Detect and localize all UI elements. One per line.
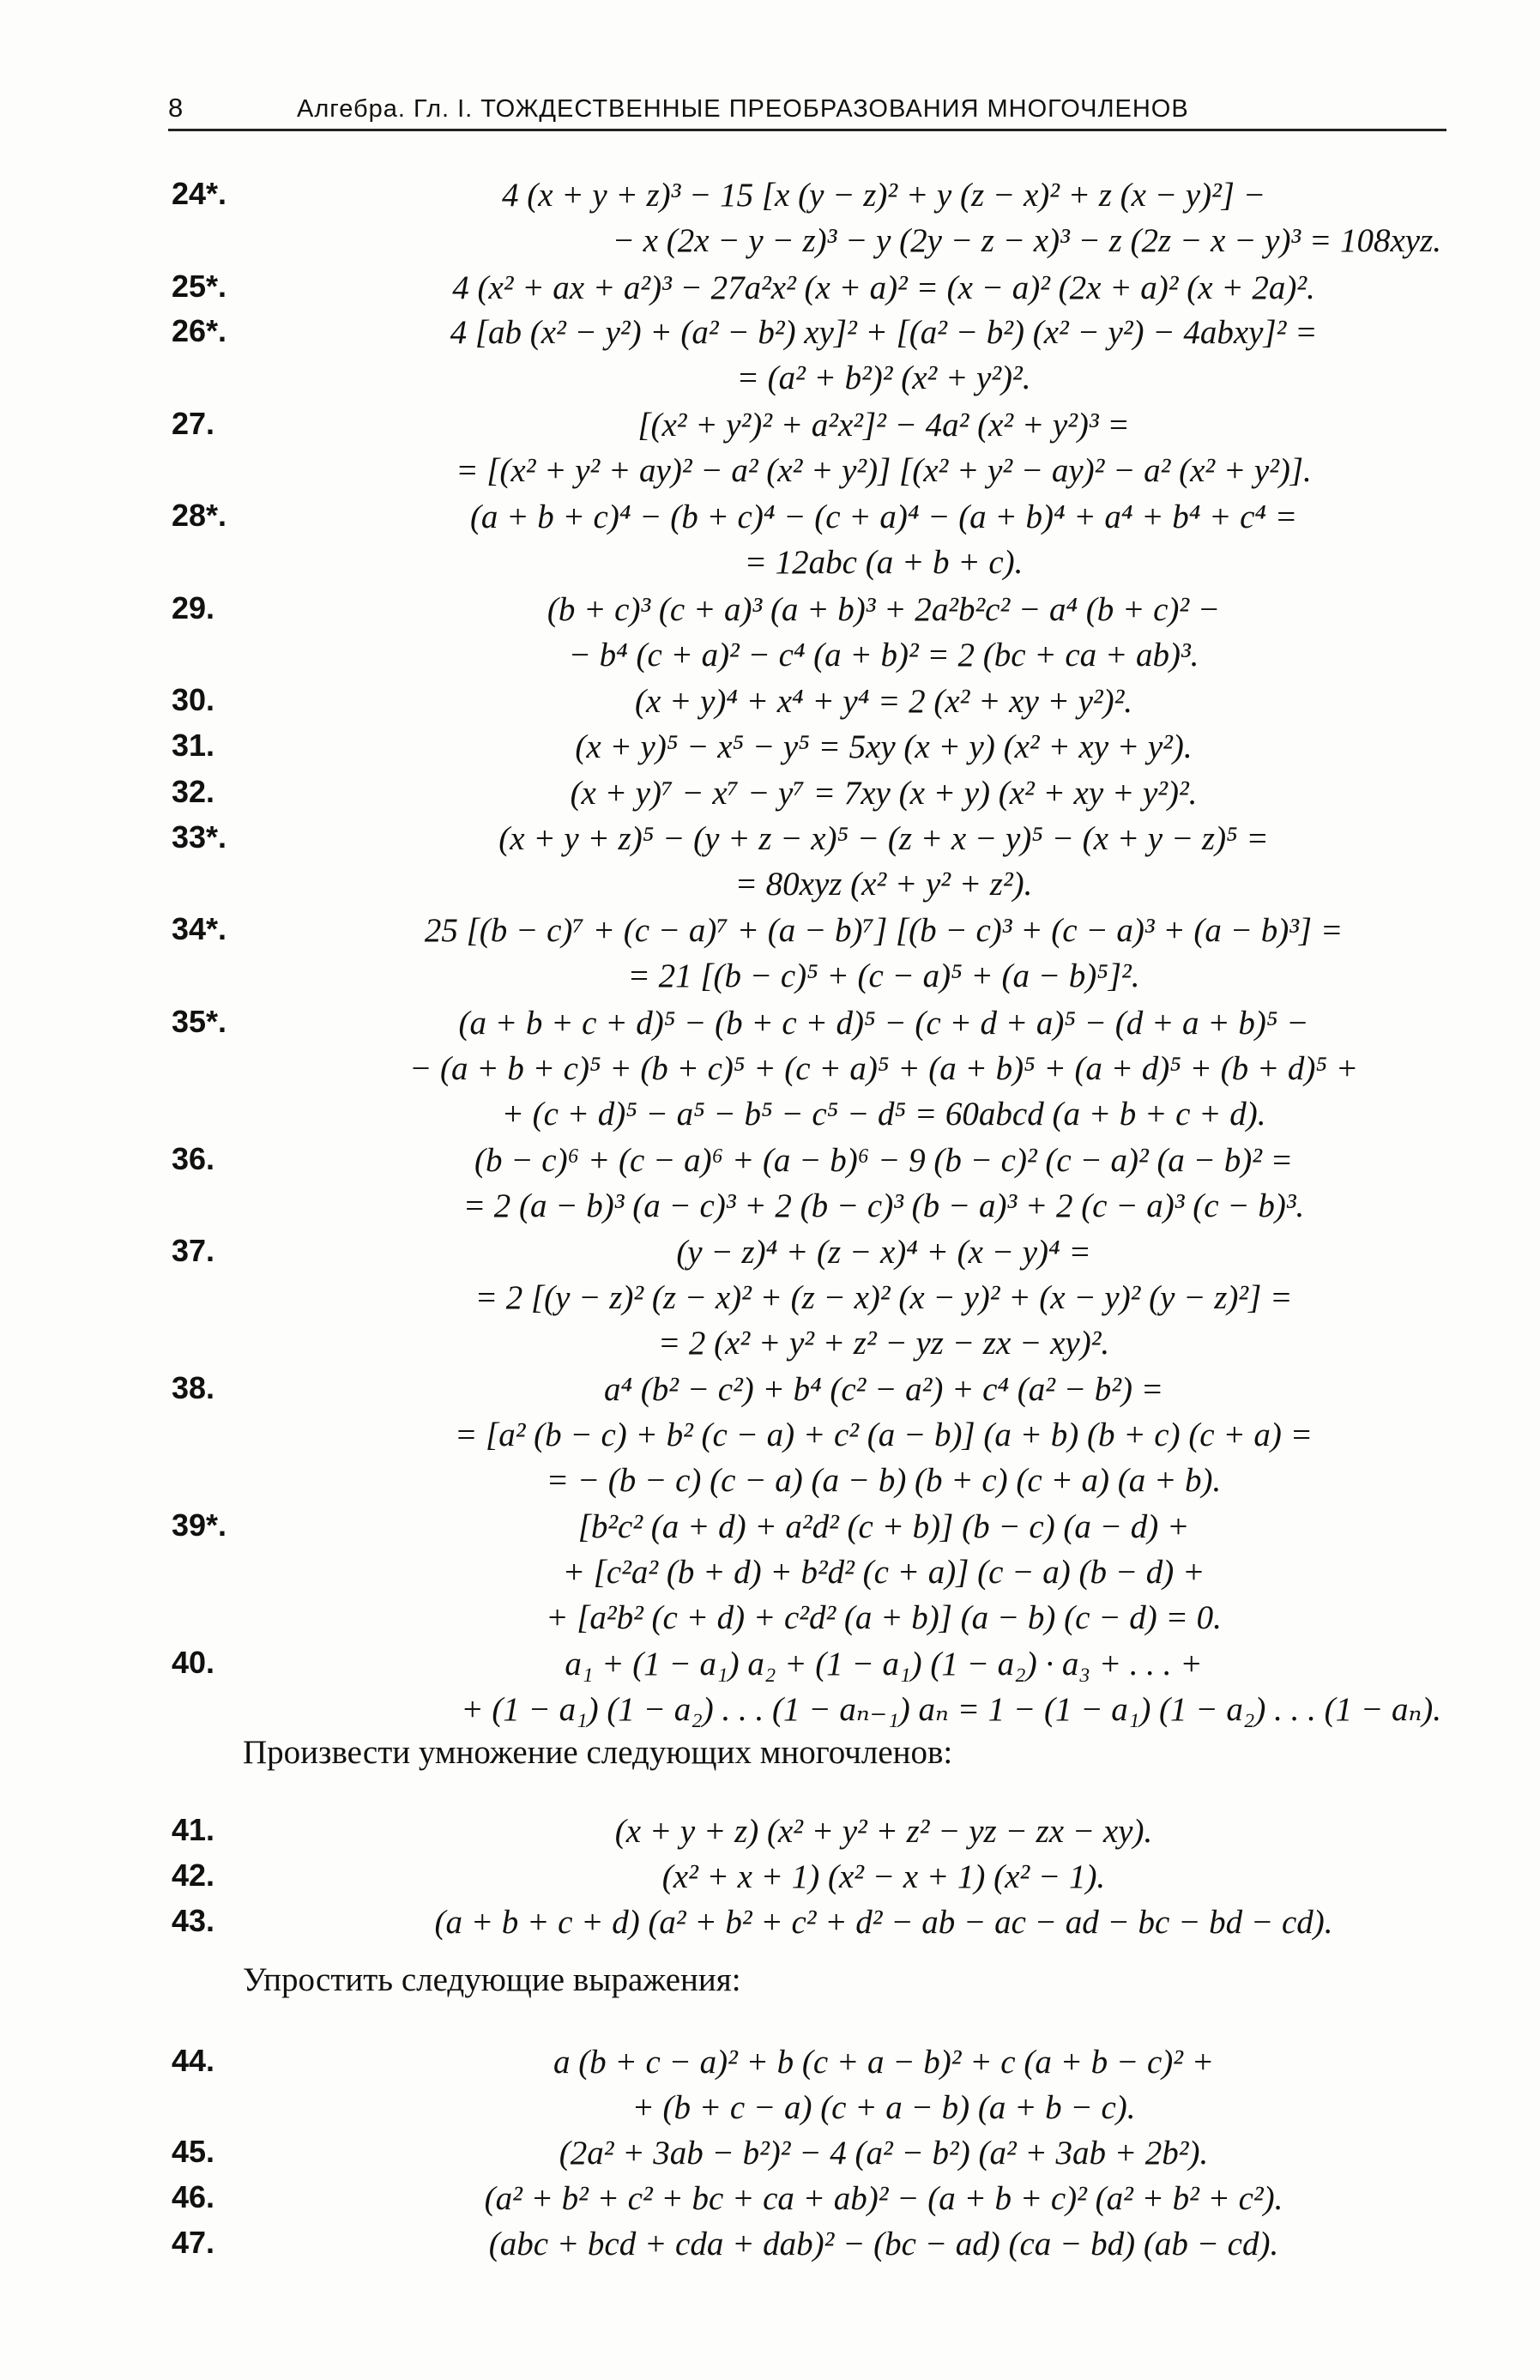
formula-line: (b + c)³ (c + a)³ (a + b)³ + 2a²b²c² − a⁴ (b + c)² − <box>547 591 1221 628</box>
problem-number: 30. <box>172 682 215 717</box>
problem-item <box>172 1812 1441 1857</box>
problem-item <box>172 774 1441 819</box>
problem-item <box>172 1233 1441 1369</box>
problem-item <box>172 1370 1441 1507</box>
formula-line: 4 [ab (x² − y²) + (a² − b²) xy]² + [(a² − b²) (x² − y²) − 4abxy]² = <box>450 314 1318 351</box>
formula-line: = 21 [(b − c)⁵ + (c − a)⁵ + (a − b)⁵]². <box>627 957 1140 994</box>
problem-number: 31. <box>172 728 215 763</box>
problem-item <box>172 2179 1441 2225</box>
problem-number: 43. <box>172 1903 215 1938</box>
problem-number: 33*. <box>172 819 227 855</box>
instruction-simplify: Упростить следующие выражения: <box>243 1961 741 1998</box>
formula-line: 4 (x + y + z)³ − 15 [x (y − z)² + y (z − x)² + z (x − y)²] − <box>501 177 1266 214</box>
running-title: Алгебра. Гл. I. ТОЖДЕСТВЕННЫЕ ПРЕОБРАЗОВАНИЯ МНОГОЧЛЕНОВ <box>297 95 1189 123</box>
formula-line: (x + y + z) (x² + y² + z² − yz − zx − xy). <box>614 1813 1153 1850</box>
formula-line: (a + b + c + d)⁵ − (b + c + d)⁵ − (c + d + a)⁵ − (d + a + b)⁵ − <box>458 1005 1309 1042</box>
formula-line: (x² + x + 1) (x² − x + 1) (x² − 1). <box>661 1858 1106 1895</box>
formula-line: = 2 (x² + y² + z² − yz − zx − xy)². <box>657 1325 1110 1362</box>
problem-number: 26*. <box>172 313 227 348</box>
problem-number: 34*. <box>172 911 227 946</box>
formula-line: + (b + c − a) (c + a − b) (a + b − c). <box>631 2089 1136 2126</box>
problem-number: 45. <box>172 2134 215 2169</box>
formula-line: + (c + d)⁵ − a⁵ − b⁵ − c⁵ − d⁵ = 60abcd (a + b + c + d). <box>501 1096 1266 1133</box>
formula-line: = 12abc (a + b + c). <box>744 544 1024 581</box>
formula-line: (a + b + c + d) (a² + b² + c² + d² − ab − ac − ad − bc − bd − cd). <box>434 1904 1333 1941</box>
formula-line: (x + y)⁵ − x⁵ − y⁵ = 5xy (x + y) (x² + xy + y²). <box>575 728 1193 765</box>
problem-number: 25*. <box>172 269 227 304</box>
problem-item <box>172 1903 1441 1948</box>
formula-line: [(x² + y²)² + a²x²]² − 4a² (x² + y²)³ = <box>637 407 1130 444</box>
formula-line: + (1 − a₁) (1 − a₂) . . . (1 − aₙ₋₁) aₙ = 1 − (1 − a₁) (1 − a₂) . . . (1 − aₙ). <box>461 1691 1441 1728</box>
formula-line: + [a²b² (c + d) + c²d² (a + b)] (a − b) (c − d) = 0. <box>546 1599 1222 1636</box>
problem-number: 27. <box>172 406 215 441</box>
problem-item <box>172 590 1441 681</box>
formula-line: (x + y + z)⁵ − (y + z − x)⁵ − (z + x − y)⁵ − (x + y − z)⁵ = <box>498 820 1269 857</box>
formula-line: 4 (x² + ax + a²)³ − 27a²x² (x + a)² = (x − a)² (2x + a)² (x + 2a)². <box>452 269 1315 306</box>
formula-line: (2a² + 3ab − b²)² − 4 (a² − b²) (a² + 3ab + 2b²). <box>559 2135 1209 2172</box>
formula-line: = [(x² + y² + ay)² − a² (x² + y²)] [(x² + y² − ay)² − a² (x² + y²)]. <box>456 452 1312 489</box>
problem-number: 41. <box>172 1812 215 1847</box>
instruction-multiply: Произвести умножение следующих многочленов: <box>243 1734 953 1771</box>
problem-item <box>172 1004 1441 1140</box>
problem-number: 28*. <box>172 498 227 533</box>
problem-number: 29. <box>172 590 215 625</box>
formula-line: − b⁴ (c + a)² − c⁴ (a + b)² = 2 (bc + ca + ab)³. <box>568 637 1199 674</box>
problem-item <box>172 2134 1441 2179</box>
formula-line: (x + y)⁷ − x⁷ − y⁷ = 7xy (x + y) (x² + xy + y²)². <box>570 775 1198 812</box>
problem-item <box>172 2043 1441 2134</box>
problem-item <box>172 1645 1441 1736</box>
formula-line: a⁴ (b² − c²) + b⁴ (c² − a²) + c⁴ (a² − b²) = <box>603 1371 1164 1408</box>
problem-item <box>172 2225 1441 2270</box>
page-header <box>168 93 1446 124</box>
problem-item <box>172 176 1441 267</box>
problem-item <box>172 269 1441 314</box>
page-number: 8 <box>168 93 184 123</box>
formula-line: a₁ + (1 − a₁) a₂ + (1 − a₁) (1 − a₂) · a₃ + . . . + <box>565 1646 1203 1682</box>
formula-line: (b − c)⁶ + (c − a)⁶ + (a − b)⁶ − 9 (b − c)² (c − a)² (a − b)² = <box>474 1142 1293 1179</box>
formula-line: a (b + c − a)² + b (c + a − b)² + c (a + b − c)² + <box>553 2044 1215 2081</box>
formula-line: + [c²a² (b + d) + b²d² (c + a)] (c − a) (b − d) + <box>562 1554 1205 1591</box>
problem-item <box>172 682 1441 728</box>
formula-line: (x + y)⁴ + x⁴ + y⁴ = 2 (x² + xy + y²)². <box>634 683 1133 720</box>
problem-number: 42. <box>172 1857 215 1893</box>
problem-number: 39*. <box>172 1507 227 1543</box>
formula-line: = 80xyz (x² + y² + z²). <box>734 866 1033 903</box>
problem-number: 36. <box>172 1141 215 1176</box>
problem-number: 38. <box>172 1370 215 1405</box>
problem-number: 47. <box>172 2225 215 2260</box>
problem-number: 24*. <box>172 176 227 211</box>
formula-line: (a² + b² + c² + bc + ca + ab)² − (a + b + c)² (a² + b² + c²). <box>484 2180 1283 2217</box>
formula-line: = − (b − c) (c − a) (a − b) (b + c) (c + a) (a + b). <box>546 1462 1222 1499</box>
problem-item <box>172 1857 1441 1903</box>
formula-line: − (a + b + c)⁵ + (b + c)⁵ + (c + a)⁵ + (a + b)⁵ + (a + d)⁵ + (b + d)⁵ + <box>408 1050 1359 1087</box>
formula-line: = 2 (a − b)³ (a − c)³ + 2 (b − c)³ (b − a)³ + 2 (c − a)³ (c − b)³. <box>462 1187 1305 1224</box>
problem-item <box>172 1141 1441 1232</box>
header-rule <box>168 129 1446 131</box>
formula-line: (a + b + c)⁴ − (b + c)⁴ − (c + a)⁴ − (a + b)⁴ + a⁴ + b⁴ + c⁴ = <box>469 498 1298 535</box>
formula-line: (y − z)⁴ + (z − x)⁴ + (x − y)⁴ = <box>676 1234 1091 1271</box>
formula-line: (abc + bcd + cda + dab)² − (bc − ad) (ca − bd) (ab − cd). <box>488 2226 1279 2262</box>
problem-number: 46. <box>172 2179 215 2214</box>
problem-item <box>172 313 1441 404</box>
problem-item <box>172 498 1441 589</box>
problem-item <box>172 911 1441 1002</box>
problem-number: 40. <box>172 1645 215 1680</box>
problem-item <box>172 1507 1441 1644</box>
formula-line: = 2 [(y − z)² (z − x)² + (z − x)² (x − y)² + (x − y)² (y − z)²] = <box>474 1279 1293 1316</box>
formula-line: − x (2x − y − z)³ − y (2y − z − x)³ − z (2z − x − y)³ = 108xyz. <box>612 222 1441 259</box>
problem-number: 44. <box>172 2043 215 2078</box>
formula-line: = [a² (b − c) + b² (c − a) + c² (a − b)] (a + b) (b + c) (c + a) = <box>454 1417 1313 1453</box>
problem-number: 35*. <box>172 1004 227 1039</box>
problem-item <box>172 406 1441 497</box>
formula-line: [b²c² (a + d) + a²d² (c + b)] (b − c) (a − d) + <box>577 1508 1190 1545</box>
problem-number: 37. <box>172 1233 215 1268</box>
problem-number: 32. <box>172 774 215 809</box>
formula-line: = (a² + b²)² (x² + y²)². <box>736 359 1031 396</box>
formula-line: 25 [(b − c)⁷ + (c − a)⁷ + (a − b)⁷] [(b − c)³ + (c − a)³ + (a − b)³] = <box>424 912 1344 949</box>
problem-item <box>172 728 1441 773</box>
problem-item <box>172 819 1441 910</box>
